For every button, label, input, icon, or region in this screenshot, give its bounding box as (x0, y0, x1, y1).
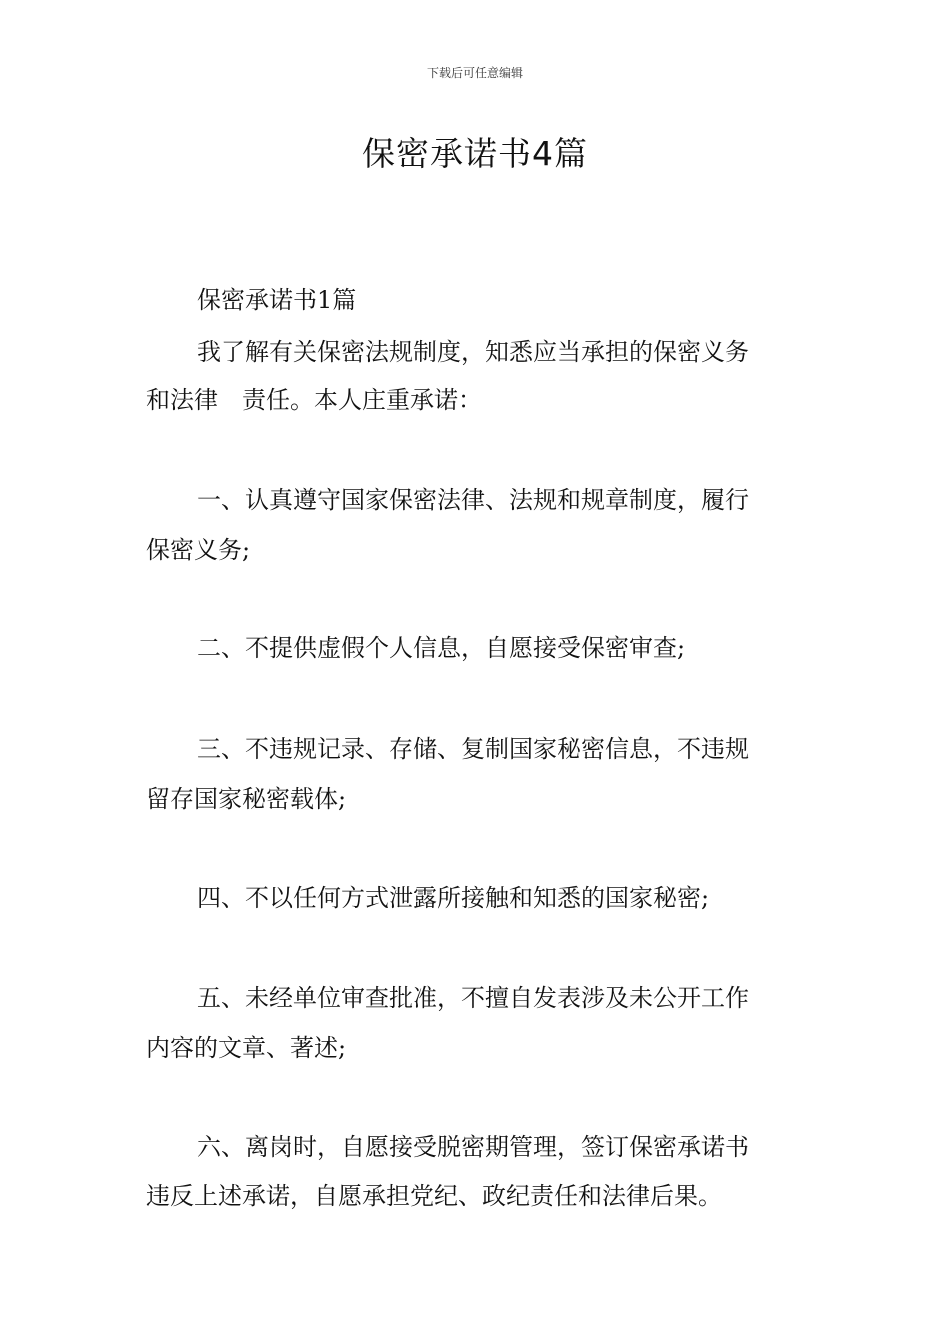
section-heading: 保密承诺书1篇 (197, 286, 357, 314)
item-1-line-1: 一、认真遵守国家保密法律、法规和规章制度，履行 (197, 486, 749, 514)
intro-line-1: 我了解有关保密法规制度，知悉应当承担的保密义务 (197, 338, 749, 366)
item-3-line-2: 留存国家秘密载体; (146, 785, 347, 813)
item-2-line-1: 二、不提供虚假个人信息，自愿接受保密审查; (197, 634, 686, 662)
item-4-line-1: 四、不以任何方式泄露所接触和知悉的国家秘密; (197, 884, 710, 912)
item-5-line-2: 内容的文章、著述; (146, 1034, 347, 1062)
item-5-line-1: 五、未经单位审查批准，不擅自发表涉及未公开工作 (197, 984, 749, 1012)
header-note: 下载后可任意编辑 (426, 66, 523, 80)
item-1-line-2: 保密义务; (146, 536, 251, 564)
item-3-line-1: 三、不违规记录、存储、复制国家秘密信息，不违规 (197, 735, 749, 763)
item-6-line-1: 六、离岗时，自愿接受脱密期管理，签订保密承诺书 (197, 1133, 749, 1161)
item-6-line-2: 违反上述承诺，自愿承担党纪、政纪责任和法律后果。 (146, 1182, 722, 1210)
intro-line-2: 和法律 责任。本人庄重承诺： (146, 386, 482, 414)
document-title: 保密承诺书4篇 (362, 134, 588, 173)
